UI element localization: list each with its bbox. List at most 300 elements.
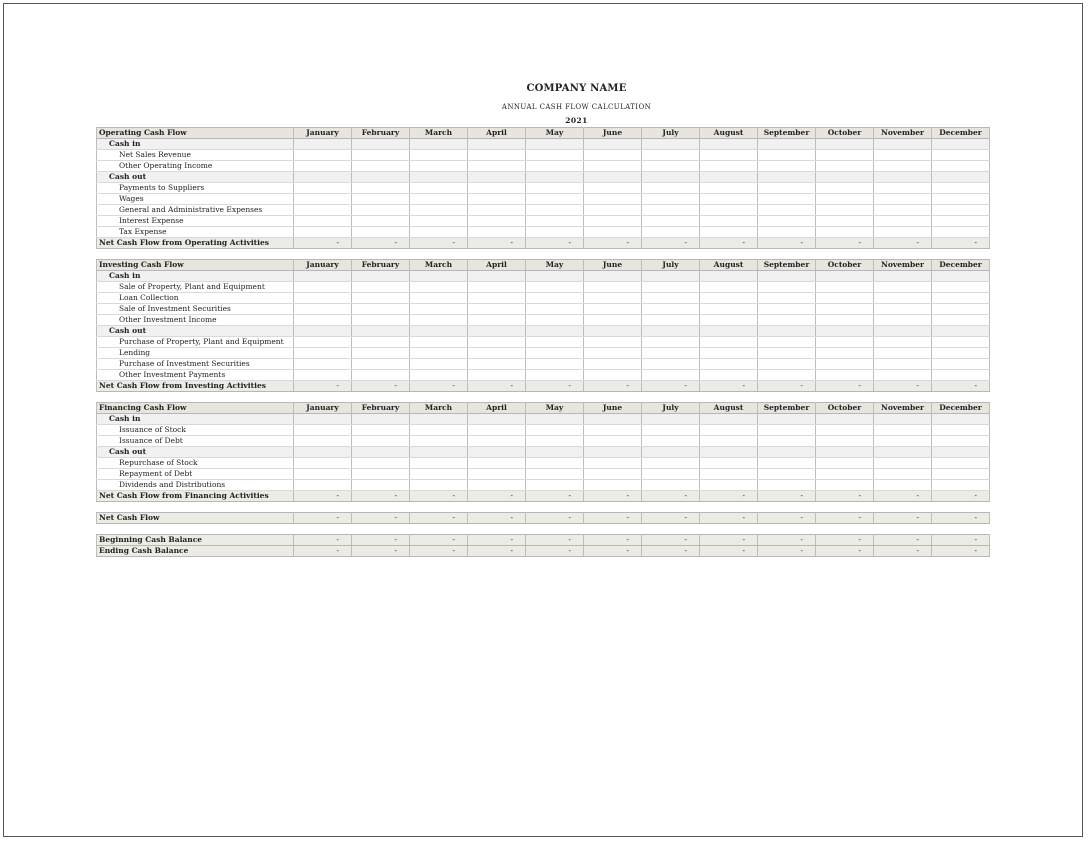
value-cell[interactable] [526, 139, 584, 150]
value-cell[interactable] [700, 458, 758, 469]
value-cell[interactable] [468, 337, 526, 348]
value-cell[interactable] [642, 480, 700, 491]
value-cell[interactable] [700, 293, 758, 304]
value-cell[interactable] [932, 480, 990, 491]
value-cell[interactable] [932, 348, 990, 359]
value-cell[interactable] [294, 216, 352, 227]
value-cell[interactable] [352, 359, 410, 370]
value-cell[interactable] [758, 414, 816, 425]
value-cell[interactable] [700, 194, 758, 205]
value-cell[interactable] [758, 150, 816, 161]
value-cell[interactable] [468, 161, 526, 172]
value-cell[interactable] [932, 304, 990, 315]
value-cell[interactable] [410, 326, 468, 337]
value-cell[interactable] [874, 348, 932, 359]
value-cell[interactable] [468, 293, 526, 304]
value-cell[interactable] [584, 326, 642, 337]
value-cell[interactable] [584, 458, 642, 469]
value-cell[interactable] [758, 304, 816, 315]
value-cell[interactable] [758, 293, 816, 304]
value-cell[interactable] [700, 370, 758, 381]
value-cell[interactable] [410, 304, 468, 315]
value-cell[interactable] [294, 326, 352, 337]
value-cell[interactable] [410, 480, 468, 491]
value-cell[interactable] [468, 139, 526, 150]
value-cell[interactable] [932, 161, 990, 172]
value-cell[interactable] [700, 469, 758, 480]
value-cell[interactable] [642, 436, 700, 447]
value-cell[interactable] [642, 337, 700, 348]
value-cell[interactable] [700, 172, 758, 183]
value-cell[interactable] [874, 205, 932, 216]
value-cell[interactable] [700, 205, 758, 216]
value-cell[interactable] [758, 282, 816, 293]
value-cell[interactable] [294, 172, 352, 183]
value-cell[interactable] [526, 315, 584, 326]
value-cell[interactable] [758, 139, 816, 150]
value-cell[interactable] [410, 315, 468, 326]
value-cell[interactable] [294, 469, 352, 480]
value-cell[interactable] [410, 150, 468, 161]
value-cell[interactable] [352, 271, 410, 282]
value-cell[interactable] [874, 304, 932, 315]
value-cell[interactable] [584, 216, 642, 227]
value-cell[interactable] [468, 326, 526, 337]
value-cell[interactable] [874, 183, 932, 194]
value-cell[interactable] [352, 216, 410, 227]
value-cell[interactable] [584, 150, 642, 161]
value-cell[interactable] [874, 414, 932, 425]
value-cell[interactable] [526, 469, 584, 480]
value-cell[interactable] [468, 370, 526, 381]
value-cell[interactable] [816, 337, 874, 348]
value-cell[interactable] [700, 139, 758, 150]
value-cell[interactable] [294, 304, 352, 315]
value-cell[interactable] [352, 139, 410, 150]
value-cell[interactable] [758, 370, 816, 381]
value-cell[interactable] [932, 414, 990, 425]
value-cell[interactable] [294, 139, 352, 150]
value-cell[interactable] [294, 205, 352, 216]
value-cell[interactable] [816, 150, 874, 161]
value-cell[interactable] [584, 425, 642, 436]
value-cell[interactable] [526, 304, 584, 315]
value-cell[interactable] [584, 348, 642, 359]
value-cell[interactable] [932, 216, 990, 227]
value-cell[interactable] [410, 183, 468, 194]
value-cell[interactable] [816, 216, 874, 227]
value-cell[interactable] [700, 216, 758, 227]
value-cell[interactable] [932, 271, 990, 282]
value-cell[interactable] [700, 447, 758, 458]
value-cell[interactable] [816, 172, 874, 183]
value-cell[interactable] [352, 227, 410, 238]
value-cell[interactable] [874, 447, 932, 458]
value-cell[interactable] [410, 282, 468, 293]
value-cell[interactable] [468, 304, 526, 315]
value-cell[interactable] [584, 172, 642, 183]
value-cell[interactable] [874, 216, 932, 227]
value-cell[interactable] [526, 480, 584, 491]
value-cell[interactable] [932, 326, 990, 337]
value-cell[interactable] [874, 150, 932, 161]
value-cell[interactable] [642, 414, 700, 425]
value-cell[interactable] [468, 480, 526, 491]
value-cell[interactable] [468, 205, 526, 216]
value-cell[interactable] [352, 161, 410, 172]
value-cell[interactable] [410, 458, 468, 469]
value-cell[interactable] [758, 337, 816, 348]
value-cell[interactable] [874, 370, 932, 381]
value-cell[interactable] [410, 436, 468, 447]
value-cell[interactable] [932, 139, 990, 150]
value-cell[interactable] [758, 359, 816, 370]
value-cell[interactable] [874, 293, 932, 304]
value-cell[interactable] [932, 359, 990, 370]
value-cell[interactable] [294, 425, 352, 436]
value-cell[interactable] [874, 315, 932, 326]
value-cell[interactable] [584, 139, 642, 150]
value-cell[interactable] [932, 436, 990, 447]
value-cell[interactable] [526, 161, 584, 172]
value-cell[interactable] [294, 271, 352, 282]
value-cell[interactable] [352, 370, 410, 381]
value-cell[interactable] [410, 172, 468, 183]
value-cell[interactable] [816, 205, 874, 216]
value-cell[interactable] [700, 359, 758, 370]
value-cell[interactable] [642, 447, 700, 458]
value-cell[interactable] [816, 194, 874, 205]
value-cell[interactable] [352, 436, 410, 447]
value-cell[interactable] [642, 458, 700, 469]
value-cell[interactable] [642, 359, 700, 370]
value-cell[interactable] [468, 414, 526, 425]
value-cell[interactable] [816, 414, 874, 425]
value-cell[interactable] [932, 315, 990, 326]
value-cell[interactable] [468, 227, 526, 238]
value-cell[interactable] [468, 359, 526, 370]
value-cell[interactable] [874, 480, 932, 491]
value-cell[interactable] [642, 194, 700, 205]
value-cell[interactable] [700, 425, 758, 436]
value-cell[interactable] [874, 458, 932, 469]
value-cell[interactable] [642, 348, 700, 359]
value-cell[interactable] [700, 480, 758, 491]
value-cell[interactable] [294, 447, 352, 458]
value-cell[interactable] [410, 425, 468, 436]
value-cell[interactable] [468, 282, 526, 293]
value-cell[interactable] [816, 458, 874, 469]
value-cell[interactable] [294, 370, 352, 381]
value-cell[interactable] [352, 348, 410, 359]
value-cell[interactable] [758, 326, 816, 337]
value-cell[interactable] [932, 447, 990, 458]
value-cell[interactable] [700, 150, 758, 161]
value-cell[interactable] [932, 425, 990, 436]
value-cell[interactable] [816, 447, 874, 458]
value-cell[interactable] [932, 150, 990, 161]
value-cell[interactable] [584, 205, 642, 216]
value-cell[interactable] [584, 161, 642, 172]
value-cell[interactable] [932, 205, 990, 216]
value-cell[interactable] [468, 425, 526, 436]
value-cell[interactable] [352, 194, 410, 205]
value-cell[interactable] [758, 315, 816, 326]
value-cell[interactable] [584, 304, 642, 315]
value-cell[interactable] [468, 216, 526, 227]
value-cell[interactable] [758, 194, 816, 205]
value-cell[interactable] [410, 370, 468, 381]
value-cell[interactable] [294, 194, 352, 205]
value-cell[interactable] [584, 293, 642, 304]
value-cell[interactable] [642, 216, 700, 227]
value-cell[interactable] [700, 304, 758, 315]
value-cell[interactable] [410, 293, 468, 304]
value-cell[interactable] [816, 370, 874, 381]
value-cell[interactable] [700, 414, 758, 425]
value-cell[interactable] [700, 183, 758, 194]
value-cell[interactable] [294, 359, 352, 370]
value-cell[interactable] [758, 205, 816, 216]
value-cell[interactable] [526, 337, 584, 348]
value-cell[interactable] [352, 282, 410, 293]
value-cell[interactable] [642, 293, 700, 304]
value-cell[interactable] [874, 436, 932, 447]
value-cell[interactable] [468, 436, 526, 447]
value-cell[interactable] [874, 326, 932, 337]
value-cell[interactable] [468, 194, 526, 205]
value-cell[interactable] [874, 469, 932, 480]
value-cell[interactable] [294, 414, 352, 425]
value-cell[interactable] [526, 293, 584, 304]
value-cell[interactable] [584, 436, 642, 447]
value-cell[interactable] [526, 414, 584, 425]
value-cell[interactable] [584, 414, 642, 425]
value-cell[interactable] [352, 326, 410, 337]
value-cell[interactable] [700, 348, 758, 359]
value-cell[interactable] [410, 414, 468, 425]
value-cell[interactable] [352, 304, 410, 315]
value-cell[interactable] [468, 458, 526, 469]
value-cell[interactable] [410, 216, 468, 227]
value-cell[interactable] [294, 293, 352, 304]
value-cell[interactable] [816, 282, 874, 293]
value-cell[interactable] [468, 172, 526, 183]
value-cell[interactable] [816, 348, 874, 359]
value-cell[interactable] [758, 227, 816, 238]
value-cell[interactable] [526, 194, 584, 205]
value-cell[interactable] [758, 271, 816, 282]
value-cell[interactable] [642, 304, 700, 315]
value-cell[interactable] [816, 271, 874, 282]
value-cell[interactable] [352, 183, 410, 194]
value-cell[interactable] [352, 337, 410, 348]
value-cell[interactable] [816, 227, 874, 238]
value-cell[interactable] [410, 139, 468, 150]
value-cell[interactable] [642, 172, 700, 183]
value-cell[interactable] [758, 480, 816, 491]
value-cell[interactable] [526, 183, 584, 194]
value-cell[interactable] [642, 370, 700, 381]
value-cell[interactable] [526, 348, 584, 359]
value-cell[interactable] [294, 348, 352, 359]
value-cell[interactable] [758, 469, 816, 480]
value-cell[interactable] [352, 480, 410, 491]
value-cell[interactable] [526, 227, 584, 238]
value-cell[interactable] [816, 469, 874, 480]
value-cell[interactable] [758, 216, 816, 227]
value-cell[interactable] [410, 161, 468, 172]
value-cell[interactable] [584, 469, 642, 480]
value-cell[interactable] [526, 447, 584, 458]
value-cell[interactable] [526, 458, 584, 469]
value-cell[interactable] [526, 425, 584, 436]
value-cell[interactable] [874, 271, 932, 282]
value-cell[interactable] [294, 282, 352, 293]
value-cell[interactable] [468, 315, 526, 326]
value-cell[interactable] [352, 425, 410, 436]
value-cell[interactable] [932, 282, 990, 293]
value-cell[interactable] [816, 425, 874, 436]
value-cell[interactable] [584, 271, 642, 282]
value-cell[interactable] [758, 447, 816, 458]
value-cell[interactable] [816, 293, 874, 304]
value-cell[interactable] [526, 282, 584, 293]
value-cell[interactable] [352, 458, 410, 469]
value-cell[interactable] [642, 315, 700, 326]
value-cell[interactable] [932, 469, 990, 480]
value-cell[interactable] [352, 315, 410, 326]
value-cell[interactable] [410, 227, 468, 238]
value-cell[interactable] [642, 150, 700, 161]
value-cell[interactable] [410, 194, 468, 205]
value-cell[interactable] [410, 359, 468, 370]
value-cell[interactable] [410, 271, 468, 282]
value-cell[interactable] [584, 370, 642, 381]
value-cell[interactable] [294, 183, 352, 194]
value-cell[interactable] [294, 436, 352, 447]
value-cell[interactable] [816, 480, 874, 491]
value-cell[interactable] [642, 139, 700, 150]
value-cell[interactable] [874, 425, 932, 436]
value-cell[interactable] [758, 348, 816, 359]
value-cell[interactable] [642, 469, 700, 480]
value-cell[interactable] [584, 480, 642, 491]
value-cell[interactable] [932, 337, 990, 348]
value-cell[interactable] [526, 326, 584, 337]
value-cell[interactable] [932, 227, 990, 238]
value-cell[interactable] [816, 326, 874, 337]
value-cell[interactable] [294, 458, 352, 469]
value-cell[interactable] [816, 436, 874, 447]
value-cell[interactable] [816, 139, 874, 150]
value-cell[interactable] [410, 337, 468, 348]
value-cell[interactable] [584, 447, 642, 458]
value-cell[interactable] [874, 139, 932, 150]
value-cell[interactable] [874, 337, 932, 348]
value-cell[interactable] [294, 161, 352, 172]
value-cell[interactable] [584, 282, 642, 293]
value-cell[interactable] [294, 337, 352, 348]
value-cell[interactable] [700, 161, 758, 172]
value-cell[interactable] [642, 326, 700, 337]
value-cell[interactable] [526, 216, 584, 227]
value-cell[interactable] [468, 271, 526, 282]
value-cell[interactable] [758, 436, 816, 447]
value-cell[interactable] [642, 425, 700, 436]
value-cell[interactable] [526, 359, 584, 370]
value-cell[interactable] [932, 194, 990, 205]
value-cell[interactable] [468, 447, 526, 458]
value-cell[interactable] [700, 282, 758, 293]
value-cell[interactable] [700, 337, 758, 348]
value-cell[interactable] [526, 205, 584, 216]
value-cell[interactable] [816, 161, 874, 172]
value-cell[interactable] [874, 161, 932, 172]
value-cell[interactable] [468, 183, 526, 194]
value-cell[interactable] [700, 326, 758, 337]
value-cell[interactable] [700, 315, 758, 326]
value-cell[interactable] [294, 150, 352, 161]
value-cell[interactable] [352, 150, 410, 161]
value-cell[interactable] [410, 205, 468, 216]
value-cell[interactable] [584, 337, 642, 348]
value-cell[interactable] [526, 172, 584, 183]
value-cell[interactable] [526, 150, 584, 161]
value-cell[interactable] [352, 469, 410, 480]
value-cell[interactable] [700, 271, 758, 282]
value-cell[interactable] [352, 447, 410, 458]
value-cell[interactable] [294, 315, 352, 326]
value-cell[interactable] [874, 172, 932, 183]
value-cell[interactable] [294, 480, 352, 491]
value-cell[interactable] [410, 447, 468, 458]
value-cell[interactable] [468, 150, 526, 161]
value-cell[interactable] [352, 205, 410, 216]
value-cell[interactable] [526, 271, 584, 282]
value-cell[interactable] [584, 194, 642, 205]
value-cell[interactable] [758, 172, 816, 183]
value-cell[interactable] [932, 172, 990, 183]
value-cell[interactable] [584, 315, 642, 326]
value-cell[interactable] [700, 227, 758, 238]
value-cell[interactable] [700, 436, 758, 447]
value-cell[interactable] [526, 436, 584, 447]
value-cell[interactable] [294, 227, 352, 238]
value-cell[interactable] [642, 271, 700, 282]
value-cell[interactable] [642, 161, 700, 172]
value-cell[interactable] [758, 458, 816, 469]
value-cell[interactable] [816, 304, 874, 315]
value-cell[interactable] [874, 194, 932, 205]
value-cell[interactable] [410, 469, 468, 480]
value-cell[interactable] [526, 370, 584, 381]
value-cell[interactable] [816, 315, 874, 326]
value-cell[interactable] [932, 458, 990, 469]
value-cell[interactable] [758, 425, 816, 436]
value-cell[interactable] [932, 183, 990, 194]
value-cell[interactable] [352, 172, 410, 183]
value-cell[interactable] [932, 370, 990, 381]
value-cell[interactable] [584, 183, 642, 194]
value-cell[interactable] [874, 282, 932, 293]
value-cell[interactable] [584, 227, 642, 238]
value-cell[interactable] [816, 183, 874, 194]
value-cell[interactable] [932, 293, 990, 304]
value-cell[interactable] [816, 359, 874, 370]
value-cell[interactable] [874, 227, 932, 238]
value-cell[interactable] [758, 161, 816, 172]
